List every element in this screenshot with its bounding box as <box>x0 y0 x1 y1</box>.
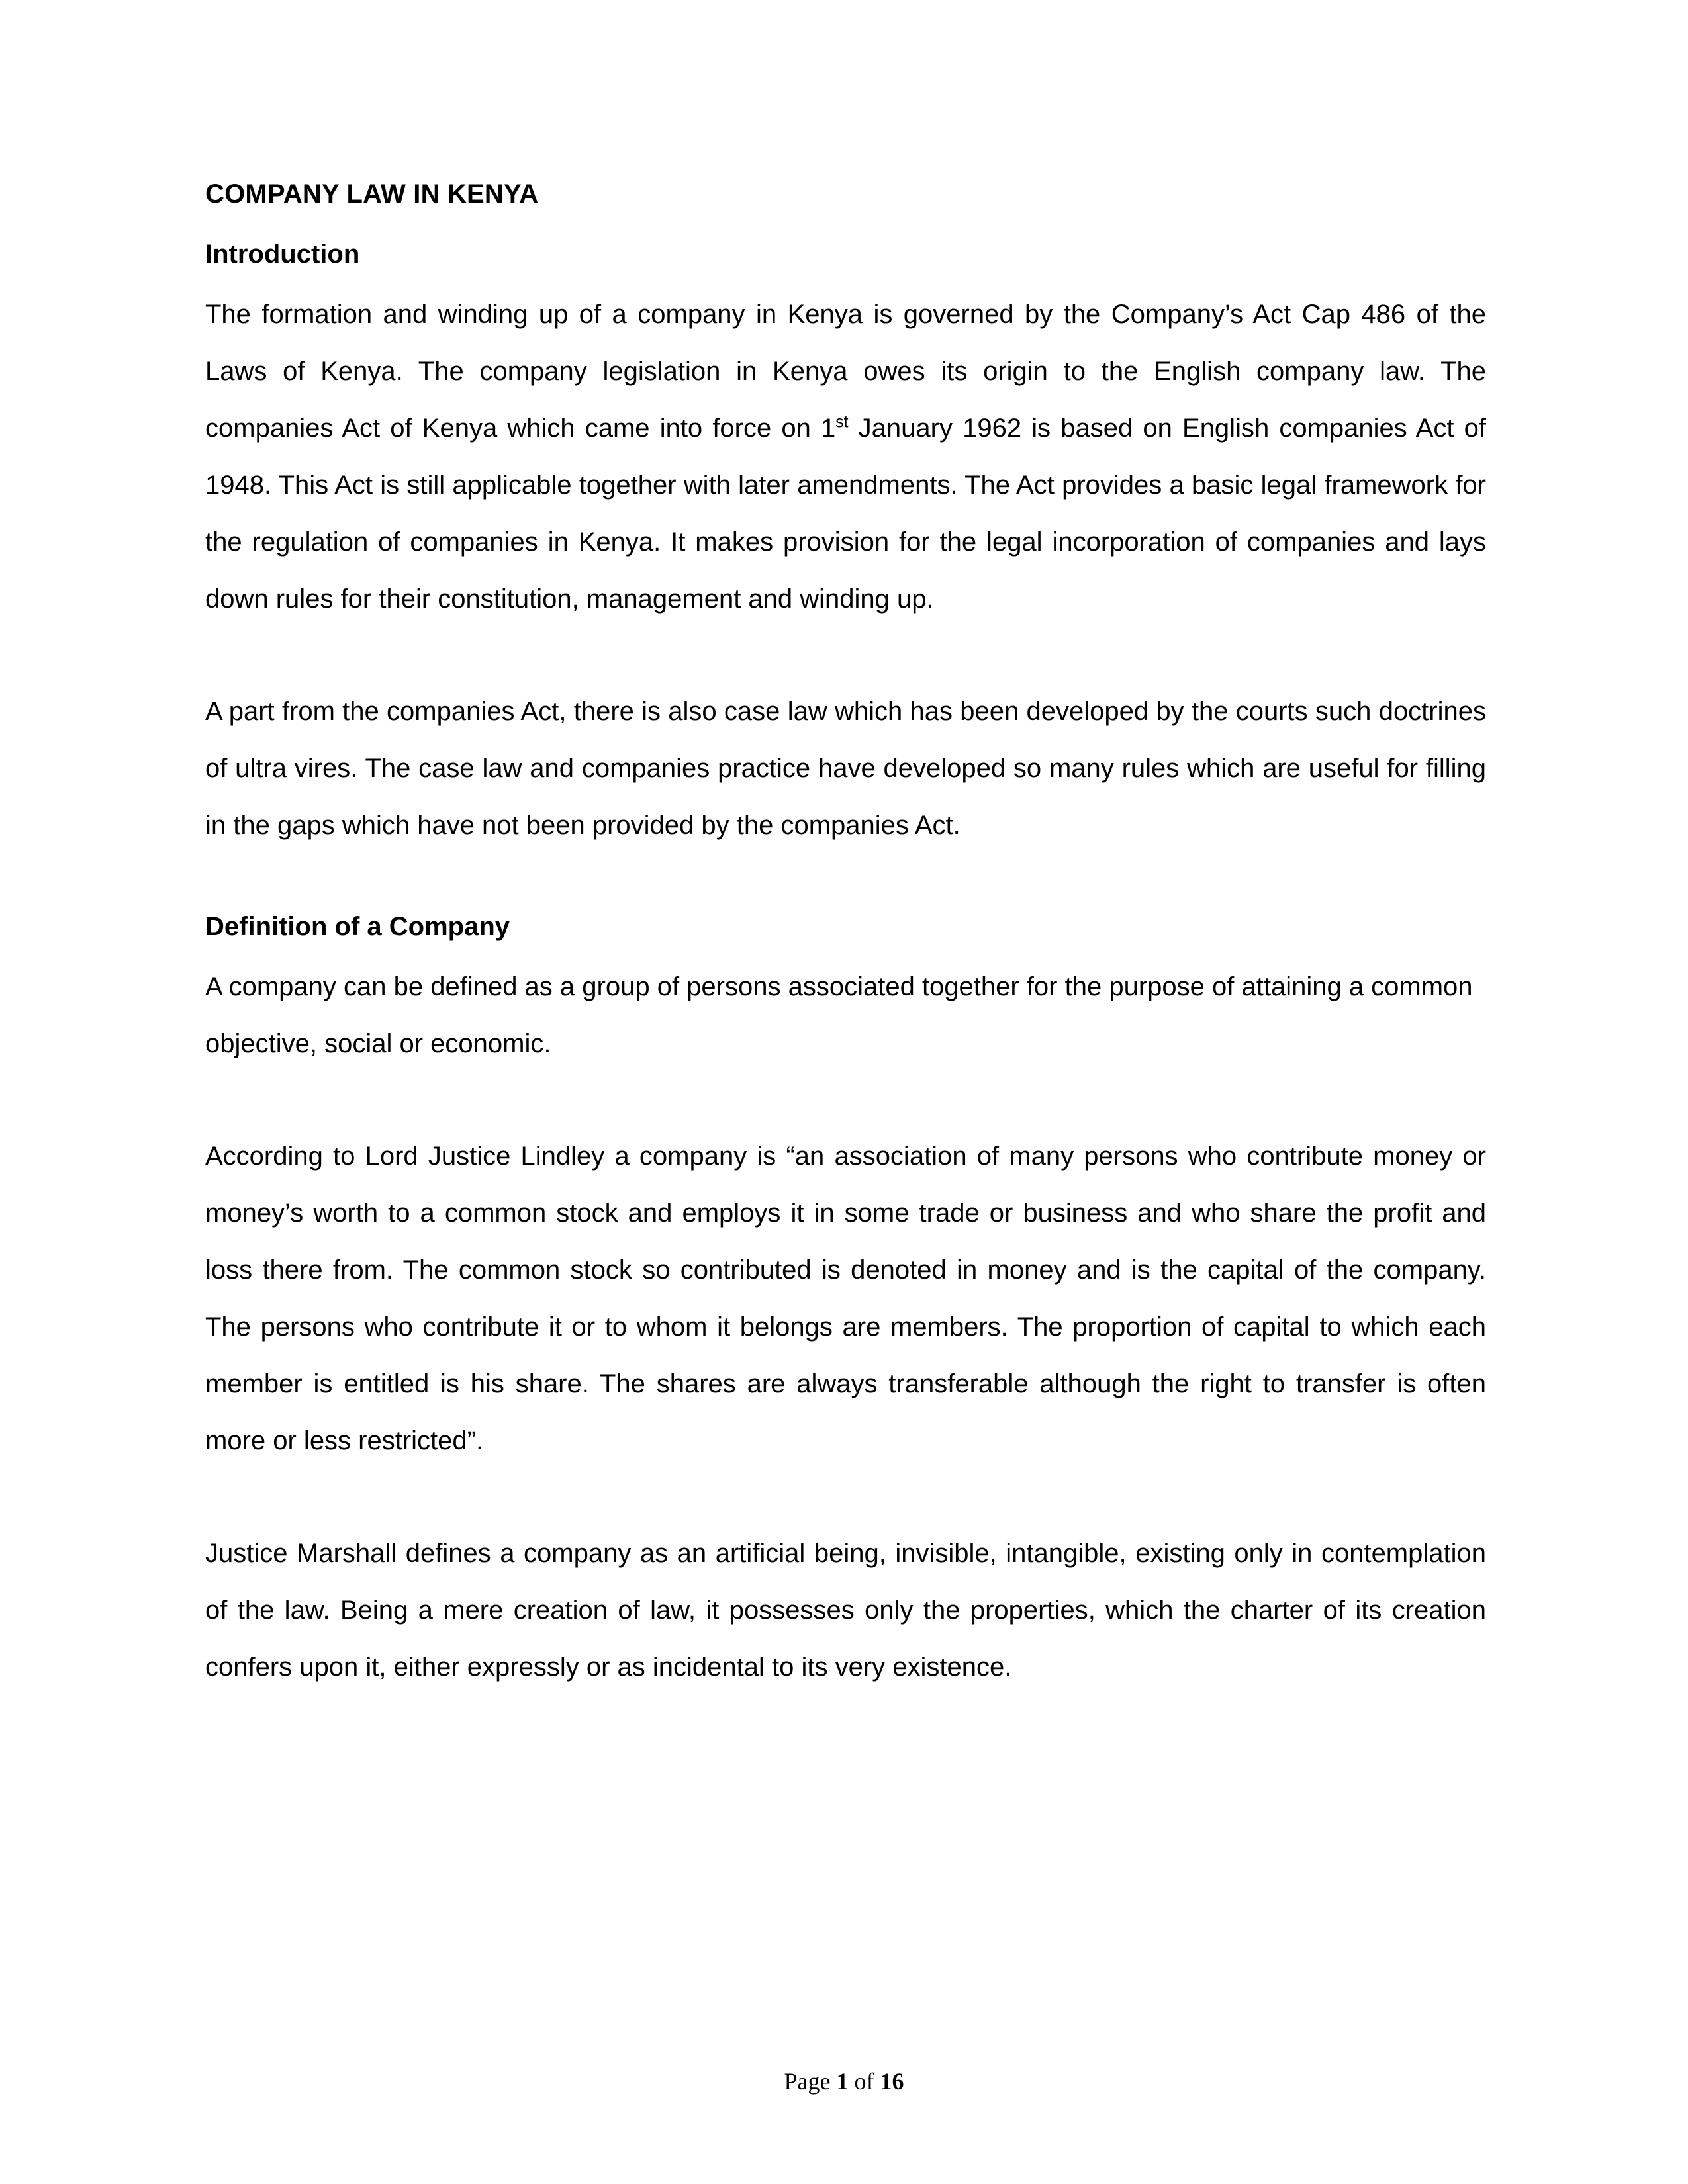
introduction-paragraph-2: A part from the companies Act, there is also case law which has been developed by the courts such doctrines of ultra vires. The case law and companies practice have developed so many rules which are useful for filling in the gaps which have not been provided by the companies Act. <box>205 697 1486 840</box>
introduction-paragraph-1-text-part-2: January 1962 is based on English companies Act of 1948. This Act is still applicable together with later amendments. The Act provides a basic legal framework for the regulation of companies in Kenya. It makes provision for the legal incorporation of companies and lays down rules for their constitution, management and winding up. <box>205 414 1486 614</box>
footer-total-pages: 16 <box>880 2068 904 2095</box>
page-footer <box>0 2068 1688 2095</box>
section-heading-introduction: Introduction <box>205 240 360 269</box>
definition-paragraph-2: According to Lord Justice Lindley a company is “an association of many persons who contribute money or money’s worth to a common stock and employs it in some trade or business and who share the profit and loss there from. The common stock so contributed is denoted in money and is the capital of the company. The persons who contribute it or to whom it belongs are members. The proportion of capital to which each member is entitled is his share. The shares are always transferable although the right to transfer is often more or less restricted”. <box>205 1142 1486 1455</box>
document-body <box>205 179 1486 1696</box>
definition-paragraph-3: Justice Marshall defines a company as an artificial being, invisible, intangible, existing only in contemplation of the law. Being a mere creation of law, it possesses only the properties, which the charter of its creation confers upon it, either expressly or as incidental to its very existence. <box>205 1539 1486 1682</box>
paragraph-spacer <box>205 1469 1486 1525</box>
footer-separator: of <box>854 2068 874 2095</box>
paragraph-spacer <box>205 1072 1486 1128</box>
ordinal-superscript-st: st <box>835 413 849 432</box>
page-title: COMPANY LAW IN KENYA <box>205 179 539 208</box>
paragraph-spacer <box>205 627 1486 683</box>
footer-prefix: Page <box>784 2068 831 2095</box>
introduction-paragraph-1 <box>205 286 1486 627</box>
section-heading-definition: Definition of a Company <box>205 912 510 941</box>
paragraph-spacer <box>205 854 1486 909</box>
footer-current-page: 1 <box>836 2068 849 2095</box>
definition-paragraph-1: A company can be defined as a group of persons associated together for the purpose of attaining a common objective, social or economic. <box>205 972 1473 1058</box>
introduction-paragraph-1-text-part-1: The formation and winding up of a company in Kenya is governed by the Company’s Act Cap 486 of the Laws of Kenya. The company legislation in Kenya owes its origin to the English company law. The companies Act of Kenya which came into force on 1 <box>205 300 1486 443</box>
